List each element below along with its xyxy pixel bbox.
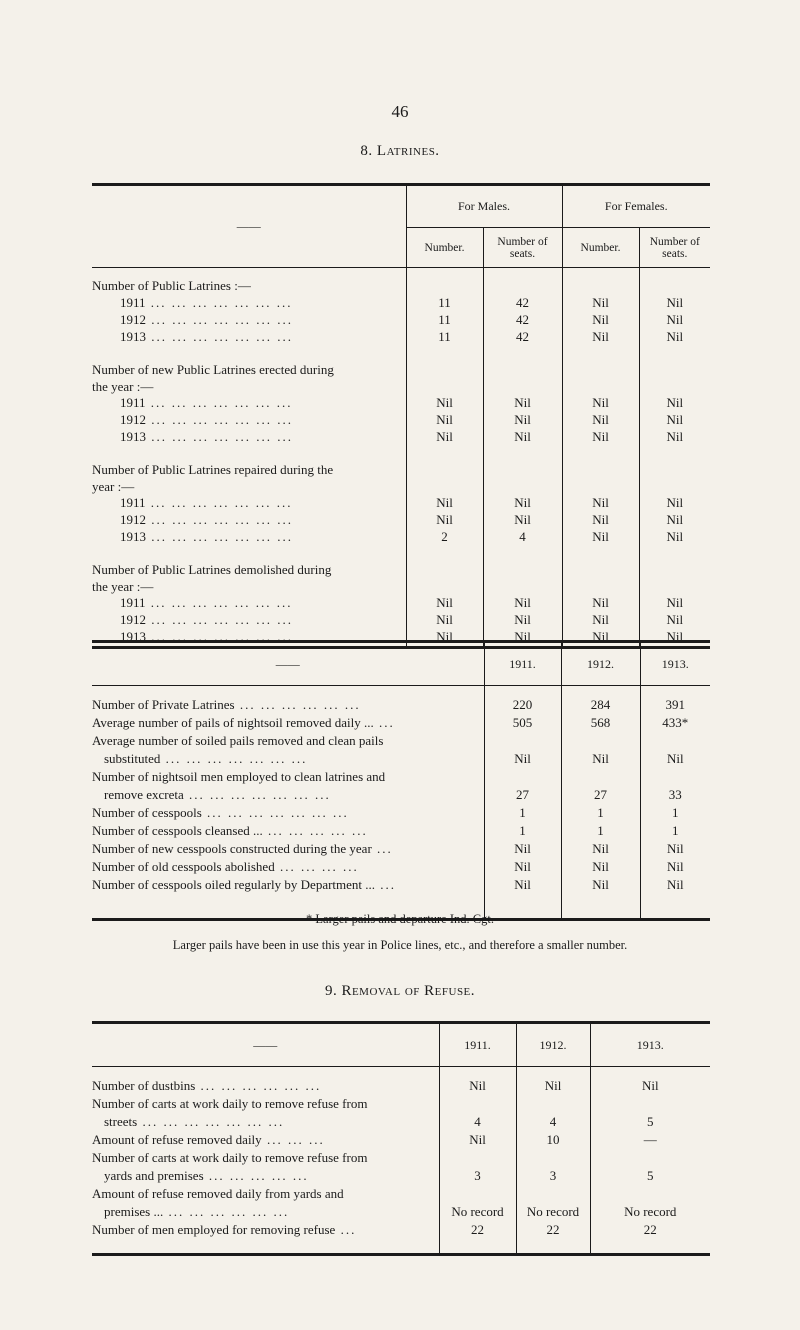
table-row: Number of old cesspools abolished ... ... ... ... Nil Nil Nil xyxy=(92,858,710,876)
row-label: Number of cesspools oiled regularly by Department ... xyxy=(92,876,376,892)
table-cell: Nil xyxy=(561,750,640,768)
row-year: 1913 xyxy=(120,329,146,344)
refuse-table xyxy=(92,1021,710,1256)
table-row xyxy=(92,462,710,479)
row-label: Amount of refuse removed daily from yards and xyxy=(92,1185,344,1201)
table-cell: Nil xyxy=(590,1077,710,1095)
year-header: 1911. xyxy=(484,642,561,686)
table-row: Average number of pails of nightsoil removed daily ... ... 505 568 433* xyxy=(92,714,710,732)
table-cell: Nil xyxy=(639,629,710,648)
table-cell: Nil xyxy=(406,412,483,429)
table-row: Number of dustbins ... ... ... ... ... ... Nil Nil Nil xyxy=(92,1077,710,1095)
table-cell: No record xyxy=(516,1203,590,1221)
table-cell: Nil xyxy=(562,295,639,312)
table-row: Number of cesspools ... ... ... ... ... ... ... 1 1 1 xyxy=(92,804,710,822)
table-cell: Nil xyxy=(562,512,639,529)
group-header-males: For Males. xyxy=(406,185,562,228)
table-cell: 2 xyxy=(406,529,483,546)
table-cell: Nil xyxy=(439,1077,516,1095)
table-cell: Nil xyxy=(640,750,710,768)
table-cell: 1 xyxy=(484,804,561,822)
refuse-section-title xyxy=(0,983,800,1000)
section-heading: Number of Public Latrines repaired during the xyxy=(92,462,334,477)
latrines-note: Larger pails have been in use this year in Police lines, etc., and therefore a smaller number. xyxy=(172,938,628,952)
subheader-males-number: Number. xyxy=(406,228,483,268)
row-label-cont: remove excreta xyxy=(104,786,184,802)
table-cell: 4 xyxy=(483,529,562,546)
table-row: 1912 ... ... ... ... ... ... ... Nil Nil Nil Nil xyxy=(92,512,710,529)
table-row xyxy=(92,278,710,295)
row-label: Average number of pails of nightsoil removed daily ... xyxy=(92,714,374,730)
table-row: Number of Private Latrines ... ... ... ... ... ... 220 284 391 xyxy=(92,696,710,714)
table-row: substituted ... ... ... ... ... ... ... Nil Nil Nil xyxy=(92,750,710,768)
row-year: 1912 xyxy=(120,512,146,527)
row-year: 1911 xyxy=(120,495,146,510)
year-header: 1912. xyxy=(516,1023,590,1067)
table-cell: 22 xyxy=(590,1221,710,1239)
table-cell: Nil xyxy=(562,595,639,612)
table-row: yards and premises ... ... ... ... ... 3 3 5 xyxy=(92,1167,710,1185)
table-row: Number of cesspools oiled regularly by Department ... ... Nil Nil Nil xyxy=(92,876,710,894)
table-row xyxy=(92,562,710,579)
table-cell: Nil xyxy=(639,612,710,629)
table-row: streets ... ... ... ... ... ... ... 4 4 5 xyxy=(92,1113,710,1131)
table-cell: 3 xyxy=(439,1167,516,1185)
subheader-females-seats: Number of seats. xyxy=(639,228,710,268)
table-cell: Nil xyxy=(562,312,639,329)
table-cell: Nil xyxy=(562,395,639,412)
row-label: Number of old cesspools abolished xyxy=(92,858,275,874)
table-cell: Nil xyxy=(561,876,640,894)
table-cell: 11 xyxy=(406,295,483,312)
table-cell: — xyxy=(590,1131,710,1149)
table-cell: 391 xyxy=(640,696,710,714)
table-row: premises ... ... ... ... ... ... ... No record No record No record xyxy=(92,1203,710,1221)
table-row: remove excreta ... ... ... ... ... ... ... 27 27 33 xyxy=(92,786,710,804)
table-row: 1913 ... ... ... ... ... ... ... 2 4 Nil Nil xyxy=(92,529,710,546)
row-year: 1912 xyxy=(120,412,146,427)
table-cell: 42 xyxy=(483,329,562,346)
table-cell: Nil xyxy=(562,429,639,446)
table-row xyxy=(92,1185,710,1203)
row-label: Number of new cesspools constructed during the year xyxy=(92,840,372,856)
table-cell: Nil xyxy=(561,858,640,876)
row-label: Average number of soiled pails removed and clean pails xyxy=(92,732,384,748)
table-cell: Nil xyxy=(562,612,639,629)
row-year: 1912 xyxy=(120,612,146,627)
section-heading: Number of new Public Latrines erected during xyxy=(92,362,334,377)
table-cell: 11 xyxy=(406,312,483,329)
table-cell: 22 xyxy=(516,1221,590,1239)
table-cell: 11 xyxy=(406,329,483,346)
table-cell: Nil xyxy=(640,876,710,894)
section-heading: Number of Public Latrines :— xyxy=(92,278,251,293)
table-cell: Nil xyxy=(562,529,639,546)
row-label: Number of dustbins xyxy=(92,1077,196,1093)
table-cell: Nil xyxy=(483,612,562,629)
table-cell: Nil xyxy=(483,429,562,446)
table-cell: Nil xyxy=(639,595,710,612)
table-row: 1911 ... ... ... ... ... ... ... Nil Nil Nil Nil xyxy=(92,495,710,512)
table-cell: Nil xyxy=(484,840,561,858)
table-row: 1912 ... ... ... ... ... ... ... 11 42 Nil Nil xyxy=(92,312,710,329)
table-cell: Nil xyxy=(483,412,562,429)
row-label: Number of Private Latrines xyxy=(92,696,235,712)
table-row xyxy=(92,1095,710,1113)
row-label: Number of nightsoil men employed to clean latrines and xyxy=(92,768,386,784)
row-label-cont: yards and premises xyxy=(104,1167,204,1183)
row-label: Amount of refuse removed daily xyxy=(92,1131,262,1147)
table-cell: Nil xyxy=(562,629,639,648)
row-year: 1913 xyxy=(120,529,146,544)
table-row: 1913 ... ... ... ... ... ... ... Nil Nil Nil Nil xyxy=(92,429,710,446)
table-row xyxy=(92,479,710,495)
table-cell: 27 xyxy=(561,786,640,804)
table-cell: Nil xyxy=(640,840,710,858)
table-row: Number of men employed for removing refuse ... 22 22 22 xyxy=(92,1221,710,1239)
table-row xyxy=(92,768,710,786)
row-year: 1911 xyxy=(120,595,146,610)
table-cell: 433* xyxy=(640,714,710,732)
table-cell: 1 xyxy=(561,804,640,822)
latrines-title-text: Latrines. xyxy=(376,143,440,159)
table-cell: 284 xyxy=(561,696,640,714)
row-year: 1913 xyxy=(120,429,146,444)
table-row: 1911 ... ... ... ... ... ... ... Nil Nil Nil Nil xyxy=(92,595,710,612)
row-label: Number of carts at work daily to remove refuse from xyxy=(92,1095,368,1111)
table-cell: Nil xyxy=(639,529,710,546)
table-row: Number of cesspools cleansed ... ... ... ... ... ... 1 1 1 xyxy=(92,822,710,840)
table-cell: Nil xyxy=(640,858,710,876)
private-latrines-table xyxy=(92,640,710,921)
table-cell: 10 xyxy=(516,1131,590,1149)
subheader-females-number: Number. xyxy=(562,228,639,268)
table-cell: 1 xyxy=(484,822,561,840)
table-cell: Nil xyxy=(639,495,710,512)
table-cell: Nil xyxy=(561,840,640,858)
table-cell: No record xyxy=(439,1203,516,1221)
table-cell: Nil xyxy=(483,629,562,648)
table-cell: Nil xyxy=(439,1131,516,1149)
table-cell: Nil xyxy=(483,495,562,512)
row-label: Number of cesspools xyxy=(92,804,202,820)
blank-header: —— xyxy=(92,642,484,686)
group-header-females: For Females. xyxy=(562,185,710,228)
table-cell: 4 xyxy=(516,1113,590,1131)
table-cell: 505 xyxy=(484,714,561,732)
table-row xyxy=(92,732,710,750)
table-cell: 220 xyxy=(484,696,561,714)
blank-header: —— xyxy=(92,1023,439,1067)
table-cell: 27 xyxy=(484,786,561,804)
table-cell: Nil xyxy=(562,495,639,512)
table-cell: 5 xyxy=(590,1167,710,1185)
row-year: 1912 xyxy=(120,312,146,327)
section-heading-cont: year :— xyxy=(92,478,135,494)
table-row: Number of new cesspools constructed during the year ... Nil Nil Nil xyxy=(92,840,710,858)
table-cell: 5 xyxy=(590,1113,710,1131)
section-heading-cont: the year :— xyxy=(92,578,154,594)
year-header: 1913. xyxy=(590,1023,710,1067)
row-label-cont: premises ... xyxy=(104,1203,164,1219)
row-label: Number of carts at work daily to remove refuse from xyxy=(92,1149,368,1165)
table-cell: 1 xyxy=(561,822,640,840)
latrines-title-number: 8. xyxy=(360,143,373,159)
table-cell: Nil xyxy=(484,876,561,894)
year-header: 1911. xyxy=(439,1023,516,1067)
table-cell: Nil xyxy=(639,295,710,312)
year-header: 1913. xyxy=(640,642,710,686)
table-cell: Nil xyxy=(406,395,483,412)
row-year: 1913 xyxy=(120,628,146,644)
year-header: 1912. xyxy=(561,642,640,686)
section-heading-cont: the year :— xyxy=(92,378,154,394)
section-heading: Number of Public Latrines demolished during xyxy=(92,562,332,577)
refuse-title-text: Removal of Refuse. xyxy=(341,983,476,999)
table-cell: 42 xyxy=(483,295,562,312)
row-label: Number of cesspools cleansed ... xyxy=(92,822,263,838)
row-year: 1911 xyxy=(120,295,146,310)
table-cell: Nil xyxy=(639,312,710,329)
table-cell: Nil xyxy=(406,512,483,529)
table-cell: Nil xyxy=(406,612,483,629)
table-cell: Nil xyxy=(406,495,483,512)
row-label-cont: streets xyxy=(104,1113,138,1129)
refuse-title-number: 9. xyxy=(324,983,338,999)
table-cell: Nil xyxy=(483,395,562,412)
subheader-males-seats: Number of seats. xyxy=(483,228,562,268)
table-row xyxy=(92,379,710,395)
table-cell: Nil xyxy=(484,858,561,876)
table-cell: Nil xyxy=(483,595,562,612)
row-label: Number of men employed for removing refuse xyxy=(92,1221,336,1237)
table-cell: Nil xyxy=(639,395,710,412)
table-cell: 4 xyxy=(439,1113,516,1131)
public-latrines-table xyxy=(92,183,710,649)
page-number: 46 xyxy=(391,102,409,121)
table-cell: 33 xyxy=(640,786,710,804)
table-cell: Nil xyxy=(484,750,561,768)
table-cell: Nil xyxy=(562,329,639,346)
blank-header: —— xyxy=(92,185,406,268)
table-cell: 22 xyxy=(439,1221,516,1239)
table-cell: 42 xyxy=(483,312,562,329)
table-cell: 568 xyxy=(561,714,640,732)
table-cell: 3 xyxy=(516,1167,590,1185)
table-cell: Nil xyxy=(562,412,639,429)
table-cell: 1 xyxy=(640,822,710,840)
table-cell: Nil xyxy=(406,429,483,446)
table-row: 1913 ... ... ... ... ... ... ... Nil Nil Nil Nil xyxy=(92,629,710,648)
table-cell: No record xyxy=(590,1203,710,1221)
table-row: 1912 ... ... ... ... ... ... ... Nil Nil Nil Nil xyxy=(92,412,710,429)
table-row: 1911 ... ... ... ... ... ... ... 11 42 Nil Nil xyxy=(92,295,710,312)
table-row xyxy=(92,362,710,379)
latrines-section-title xyxy=(0,143,800,160)
table-cell: Nil xyxy=(639,512,710,529)
table-cell: 1 xyxy=(640,804,710,822)
table-cell: Nil xyxy=(483,512,562,529)
table-cell: Nil xyxy=(639,412,710,429)
row-label-cont: substituted xyxy=(104,750,161,766)
table-cell: Nil xyxy=(639,429,710,446)
table-row: 1911 ... ... ... ... ... ... ... Nil Nil Nil Nil xyxy=(92,395,710,412)
table-cell: Nil xyxy=(406,629,483,648)
table-row: 1913 ... ... ... ... ... ... ... 11 42 Nil Nil xyxy=(92,329,710,346)
table-row: 1912 ... ... ... ... ... ... ... Nil Nil Nil Nil xyxy=(92,612,710,629)
table-row: Amount of refuse removed daily ... ... ... Nil 10 — xyxy=(92,1131,710,1149)
table-row xyxy=(92,1149,710,1167)
row-year: 1911 xyxy=(120,395,146,410)
table-cell: Nil xyxy=(639,329,710,346)
table-cell: Nil xyxy=(406,595,483,612)
table-row xyxy=(92,579,710,595)
footnote: * Larger pails and departure Ind. Cgt. xyxy=(306,912,494,926)
table-cell: Nil xyxy=(516,1077,590,1095)
